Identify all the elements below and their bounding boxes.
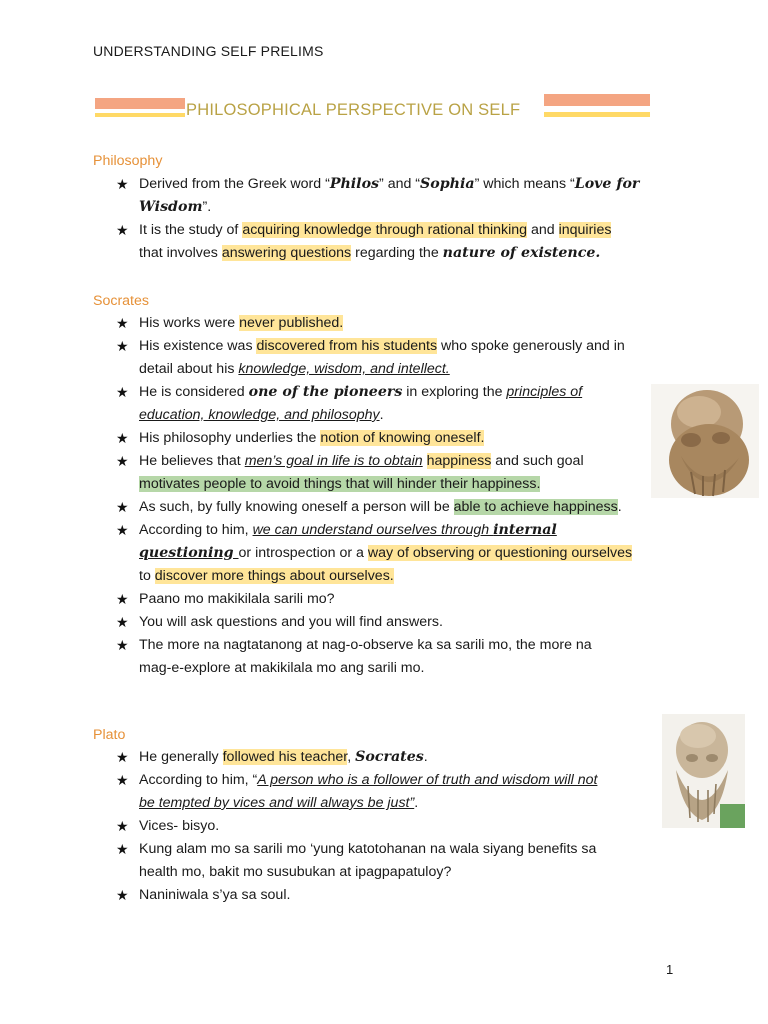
list-item: ★ He believes that men’s goal in life is to obtain happiness and such goal motivates people to avoid things that will hinder their happiness.	[116, 450, 676, 496]
page-title: PHILOSOPHICAL PERSPECTIVE ON SELF	[186, 101, 521, 119]
title-bar-right-decoration	[544, 94, 650, 120]
star-bullet-icon: ★	[116, 430, 129, 446]
title-bar-left-decoration	[95, 98, 185, 120]
plato-bust-drawing	[662, 714, 745, 828]
list-item: ★ You will ask questions and you will find answers.	[116, 611, 676, 634]
document-header: UNDERSTANDING SELF PRELIMS	[93, 43, 324, 59]
list-item: ★ Naniniwala s’ya sa soul.	[116, 884, 676, 907]
list-item: ★ It is the study of acquiring knowledge through rational thinking and inquiries that involves answering questions regarding the nature of existence.	[116, 219, 676, 265]
star-bullet-icon: ★	[116, 818, 129, 834]
star-bullet-icon: ★	[116, 887, 129, 903]
star-bullet-icon: ★	[116, 315, 129, 331]
star-bullet-icon: ★	[116, 222, 129, 238]
list-item: ★ He is considered one of the pioneers in exploring the principles of education, knowledge, and philosophy.	[116, 381, 676, 427]
list-item: ★ The more na nagtatanong at nag-o-observe ka sa sarili mo, the more na mag-e-explore at makikilala mo ang sarili mo.	[116, 634, 676, 680]
list-item: ★ According to him, we can understand ourselves through internal questioning or introspection or a way of observing or questioning ourselves to discover more things about ourselves.	[116, 519, 676, 588]
list-item: ★ His works were never published.	[116, 312, 676, 335]
socrates-bust-drawing	[651, 384, 759, 498]
list-item: ★ According to him, “A person who is a follower of truth and wisdom will not be tempted by vices and will always be just”.	[116, 769, 676, 815]
list-item: ★ As such, by fully knowing oneself a person will be able to achieve happiness.	[116, 496, 676, 519]
socrates-list	[116, 312, 676, 680]
philosophy-list	[116, 173, 676, 265]
list-item: ★ Derived from the Greek word “Philos” and “Sophia” which means “Love for Wisdom”.	[116, 173, 676, 219]
star-bullet-icon: ★	[116, 338, 129, 354]
star-bullet-icon: ★	[116, 749, 129, 765]
star-bullet-icon: ★	[116, 772, 129, 788]
page-number: 1	[666, 962, 674, 977]
section-heading-plato: Plato	[93, 727, 126, 743]
star-bullet-icon: ★	[116, 614, 129, 630]
list-item: ★ Kung alam mo sa sarili mo ‘yung katotohanan na wala siyang benefits sa health mo, bakit mo susubukan at ipagpapatuloy?	[116, 838, 676, 884]
list-item: ★ His philosophy underlies the notion of knowing oneself.	[116, 427, 676, 450]
star-bullet-icon: ★	[116, 522, 129, 538]
list-item: ★ His existence was discovered from his students who spoke generously and in detail about his knowledge, wisdom, and intellect.	[116, 335, 676, 381]
star-bullet-icon: ★	[116, 637, 129, 653]
section-heading-socrates: Socrates	[93, 293, 149, 309]
plato-list	[116, 746, 676, 907]
section-heading-philosophy: Philosophy	[93, 153, 163, 169]
star-bullet-icon: ★	[116, 384, 129, 400]
socrates-portrait-image	[651, 384, 759, 498]
star-bullet-icon: ★	[116, 453, 129, 469]
star-bullet-icon: ★	[116, 841, 129, 857]
star-bullet-icon: ★	[116, 176, 129, 192]
star-bullet-icon: ★	[116, 499, 129, 515]
list-item: ★ Paano mo makikilala sarili mo?	[116, 588, 676, 611]
plato-portrait-image	[662, 714, 745, 828]
star-bullet-icon: ★	[116, 591, 129, 607]
list-item: ★ Vices- bisyo.	[116, 815, 676, 838]
list-item: ★ He generally followed his teacher, Socrates.	[116, 746, 676, 769]
